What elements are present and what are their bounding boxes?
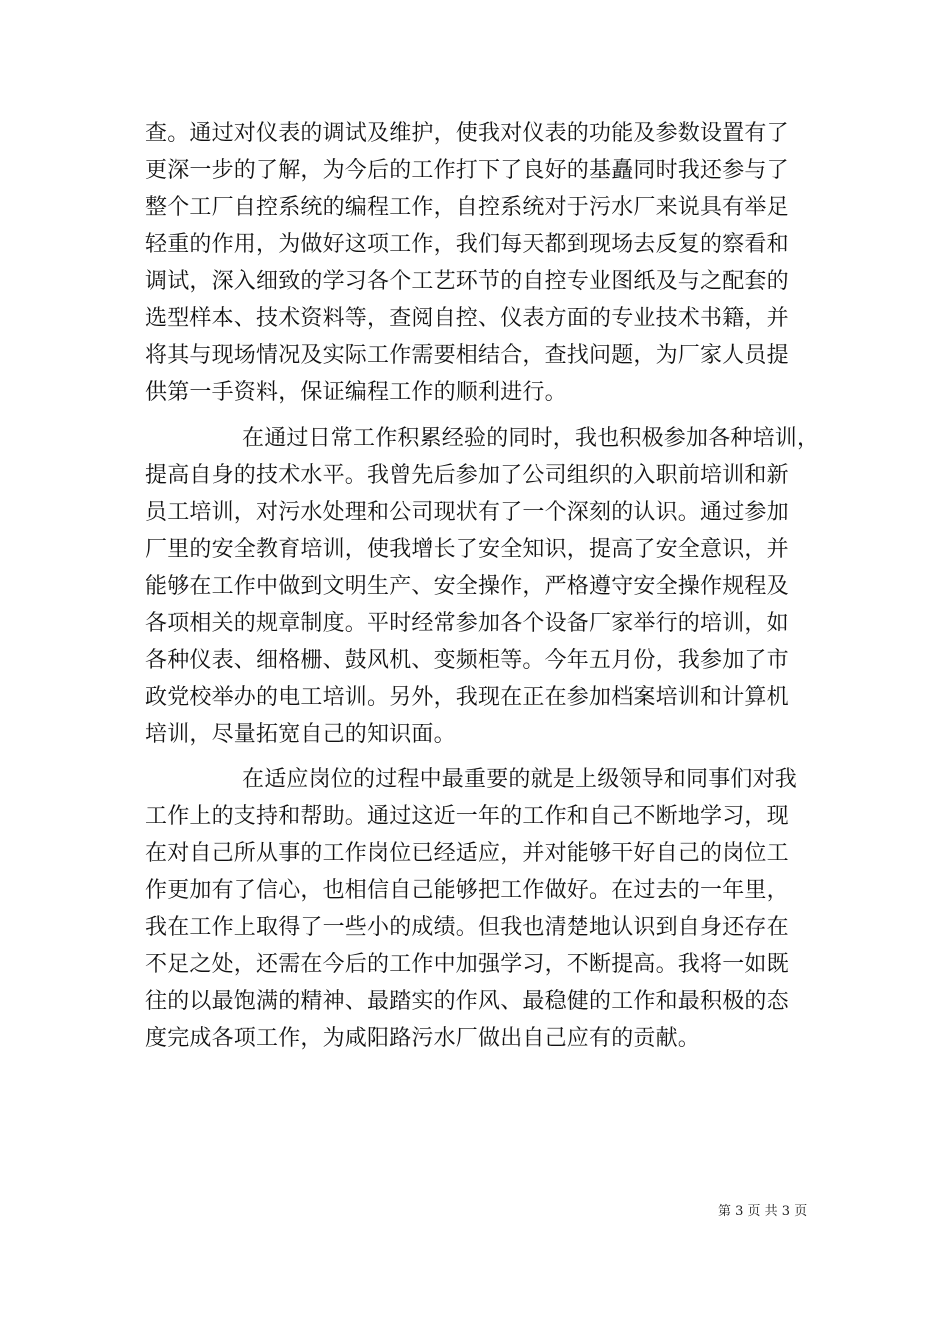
text-line: 更深一步的了解，为今后的工作打下了良好的基矗同时我还参与了 [145, 158, 789, 183]
text-line: 不足之处，还需在今后的工作中加强学习，不断提高。我将一如既 [145, 952, 789, 977]
text-line: 各种仪表、细格栅、鼓风机、变频柜等。今年五月份，我参加了市 [145, 648, 789, 673]
text-line: 政党校举办的电工培训。另外，我现在正在参加档案培训和计算机 [145, 685, 789, 710]
paragraph-start-line: 在适应岗位的过程中最重要的就是上级领导和同事们对我 [242, 767, 798, 792]
text-line: 能够在工作中做到文明生产、安全操作，严格遵守安全操作规程及 [145, 574, 789, 599]
text-line: 培训，尽量拓宽自己的知识面。 [145, 722, 456, 747]
text-line: 我在工作上取得了一些小的成绩。但我也清楚地认识到自身还存在 [145, 915, 789, 940]
text-line: 将其与现场情况及实际工作需要相结合，查找问题，为厂家人员提 [145, 343, 789, 368]
text-line: 整个工厂自控系统的编程工作，自控系统对于污水厂来说具有举足 [145, 195, 789, 220]
text-line: 选型样本、技术资料等，查阅自控、仪表方面的专业技术书籍，并 [145, 306, 789, 331]
text-line: 各项相关的规章制度。平时经常参加各个设备厂家举行的培训，如 [145, 611, 789, 636]
text-line: 在对自己所从事的工作岗位已经适应，并对能够干好自己的岗位工 [145, 841, 789, 866]
text-line: 轻重的作用，为做好这项工作，我们每天都到现场去反复的察看和 [145, 232, 789, 257]
paragraph-start-line: 在通过日常工作积累经验的同时，我也积极参加各种培训， [242, 426, 820, 451]
text-line: 调试，深入细致的学习各个工艺环节的自控专业图纸及与之配套的 [145, 269, 789, 294]
text-line: 员工培训，对污水处理和公司现状有了一个深刻的认识。通过参加 [145, 500, 789, 525]
text-line: 供第一手资料，保证编程工作的顺利进行。 [145, 380, 567, 405]
text-line: 度完成各项工作，为咸阳路污水厂做出自己应有的贡献。 [145, 1026, 701, 1051]
page-number-footer: 第 3 页 共 3 页 [718, 1204, 808, 1219]
text-line: 厂里的安全教育培训，使我增长了安全知识，提高了安全意识，并 [145, 537, 789, 562]
text-line: 工作上的支持和帮助。通过这近一年的工作和自己不断地学习，现 [145, 804, 789, 829]
text-line: 提高自身的技术水平。我曾先后参加了公司组织的入职前培训和新 [145, 463, 789, 488]
text-line: 查。通过对仪表的调试及维护，使我对仪表的功能及参数设置有了 [145, 121, 789, 146]
text-line: 往的以最饱满的精神、最踏实的作风、最稳健的工作和最积极的态 [145, 989, 789, 1014]
text-line: 作更加有了信心，也相信自己能够把工作做好。在过去的一年里， [145, 878, 789, 903]
